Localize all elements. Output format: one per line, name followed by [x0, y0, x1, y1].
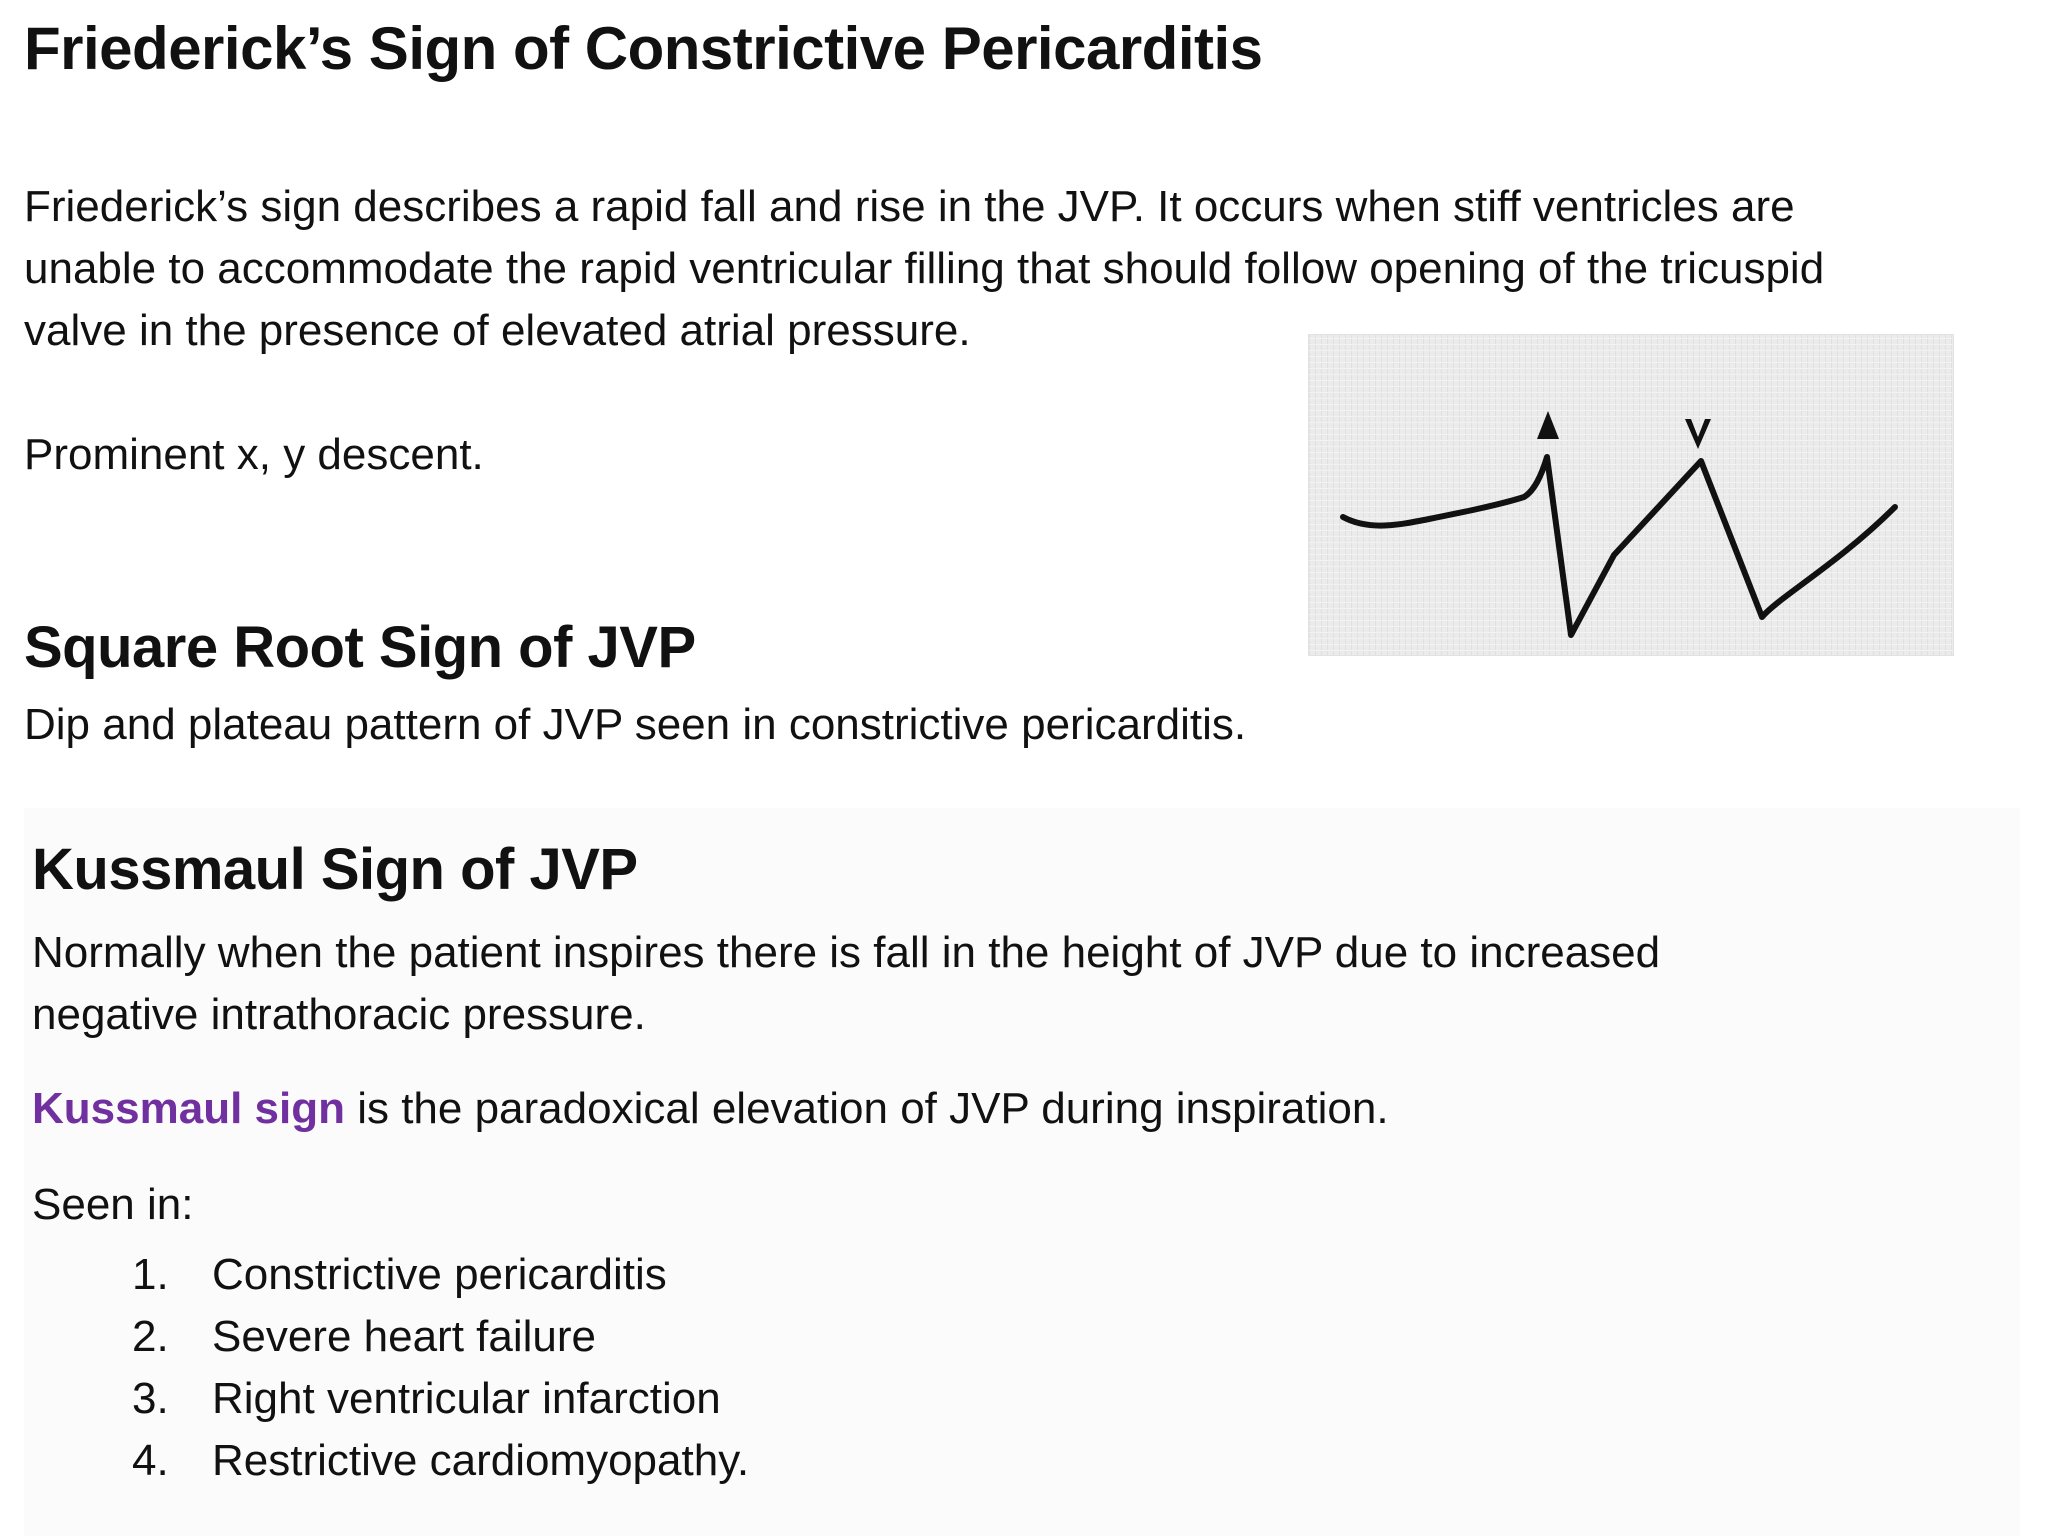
kussmaul-definition-rest: is the paradoxical elevation of JVP during inspiration. — [344, 1084, 1389, 1133]
list-item-text: Constrictive pericarditis — [212, 1250, 667, 1299]
jvp-waveform-figure — [1308, 334, 1954, 656]
list-item-number: 2. — [132, 1312, 169, 1361]
page-title: Friederick’s Sign of Constrictive Pericarditis — [24, 15, 1263, 82]
list-item — [32, 1244, 749, 1306]
list-item-number: 3. — [132, 1374, 169, 1423]
kussmaul-definition — [32, 1078, 1389, 1140]
list-item-text: Restrictive cardiomyopathy. — [212, 1436, 750, 1485]
v-wave-label: V — [1698, 427, 1699, 428]
kussmaul-normal-line: negative intrathoracic pressure. — [32, 990, 646, 1039]
kussmaul-highlight: Kussmaul sign — [32, 1084, 345, 1133]
prominent-descent-text: Prominent x, y descent. — [24, 430, 484, 479]
seen-in-list — [32, 1244, 749, 1492]
list-item-number: 4. — [132, 1436, 169, 1485]
kussmaul-normal-text — [32, 922, 1660, 1046]
list-item-text: Right ventricular infarction — [212, 1374, 721, 1423]
square-root-description: Dip and plateau pattern of JVP seen in constrictive pericarditis. — [24, 700, 1247, 749]
a-wave-label: A — [1548, 427, 1549, 428]
list-item — [32, 1430, 749, 1492]
seen-in-label: Seen in: — [32, 1180, 194, 1229]
kussmaul-title: Kussmaul Sign of JVP — [32, 837, 638, 902]
friedericks-line: valve in the presence of elevated atrial pressure. — [24, 306, 971, 355]
jvp-waveform-svg — [1309, 335, 1953, 655]
list-item — [32, 1368, 749, 1430]
figure-background — [1309, 335, 1953, 655]
square-root-title: Square Root Sign of JVP — [24, 615, 696, 680]
list-item-number: 1. — [132, 1250, 169, 1299]
friedericks-line: Friederick’s sign describes a rapid fall and rise in the JVP. It occurs when stiff ventricles are — [24, 182, 1795, 231]
friedericks-line: unable to accommodate the rapid ventricular filling that should follow opening of the tricuspid — [24, 244, 1825, 293]
list-item — [32, 1306, 749, 1368]
list-item-text: Severe heart failure — [212, 1312, 596, 1361]
kussmaul-normal-line: Normally when the patient inspires there is fall in the height of JVP due to increased — [32, 928, 1661, 977]
